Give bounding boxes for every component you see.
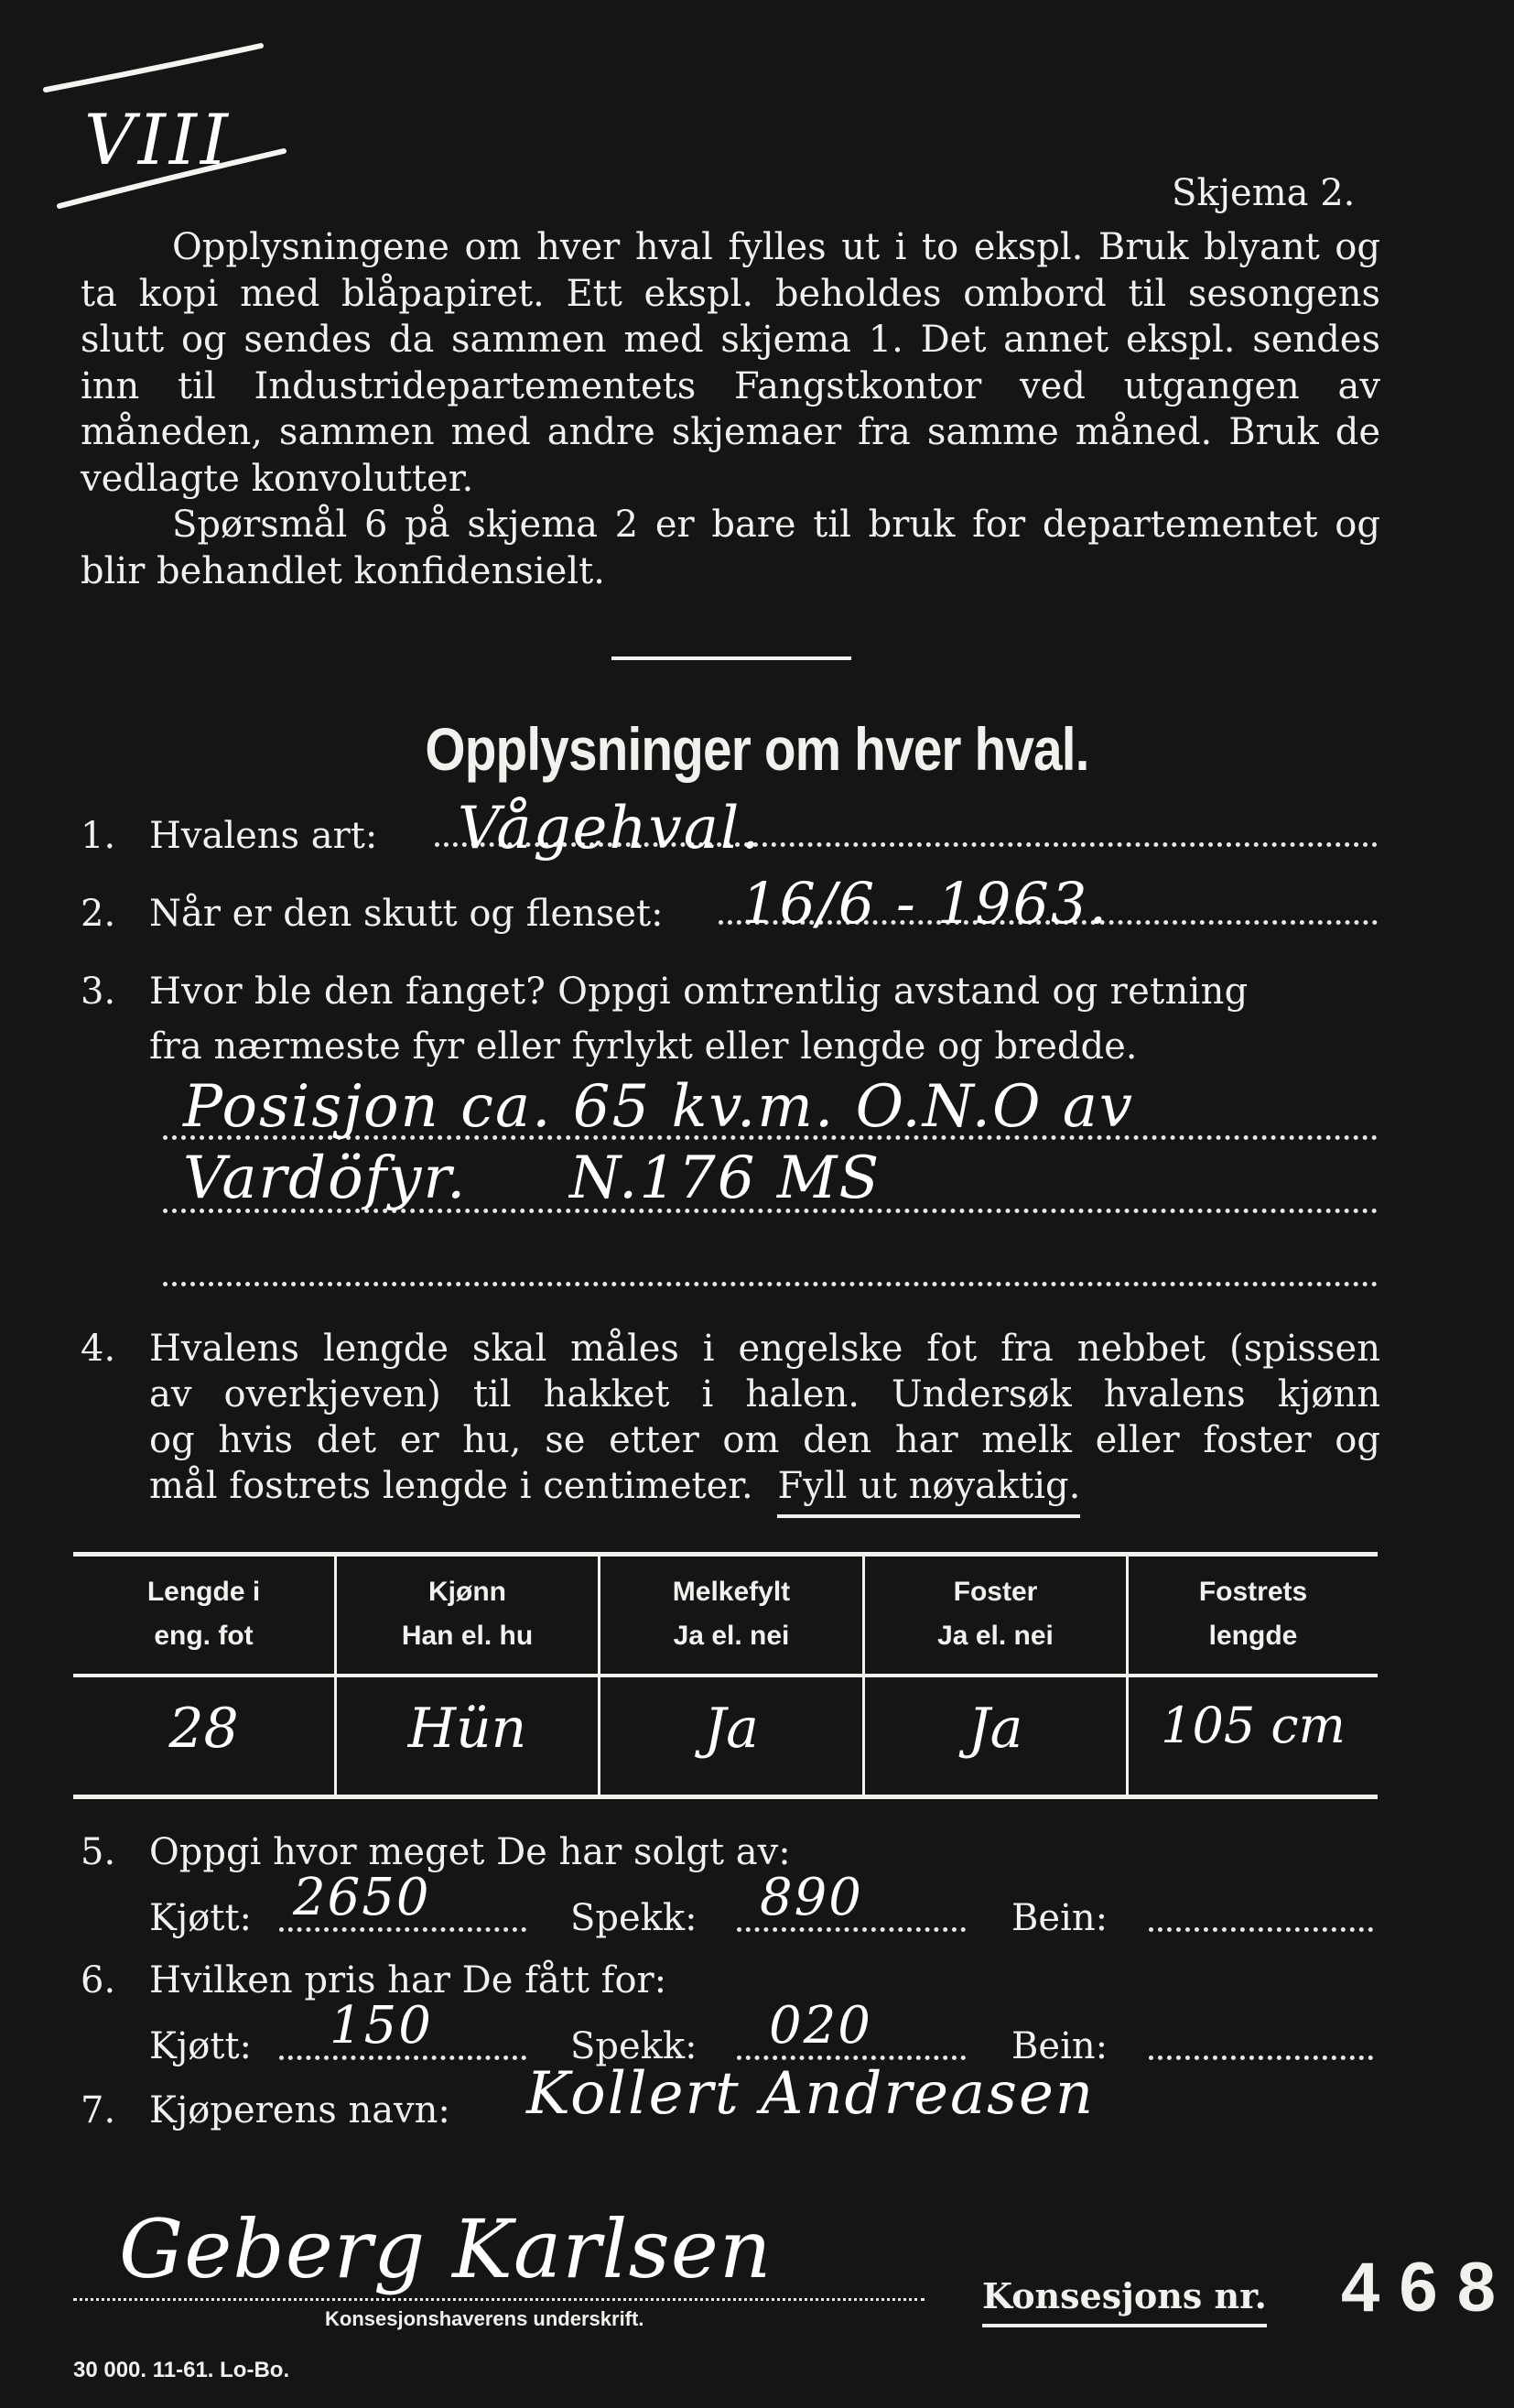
header-text: lengde bbox=[1208, 1621, 1298, 1651]
q5-spekk-line bbox=[737, 1927, 966, 1932]
table-cell-fetus-length[interactable]: 105 cm bbox=[1161, 1697, 1346, 1754]
q6-kjott-value[interactable]: 150 bbox=[330, 1996, 433, 2055]
q1-number: 1. bbox=[81, 815, 116, 857]
q5-bein-label: Bein: bbox=[1011, 1897, 1108, 1939]
q7-label: Kjøperens navn: bbox=[149, 2089, 450, 2131]
table-bottom-rule bbox=[73, 1795, 1378, 1799]
table-header-sex bbox=[337, 1570, 598, 1658]
header-text: Han el. hu bbox=[401, 1621, 534, 1651]
q5-kjott-line bbox=[279, 1927, 526, 1932]
q6-spekk-label: Spekk: bbox=[570, 2025, 698, 2067]
header-text: eng. fot bbox=[154, 1621, 254, 1651]
table-top-rule bbox=[73, 1552, 1378, 1557]
header-text: Ja el. nei bbox=[937, 1621, 1054, 1651]
q6-kjott-label: Kjøtt: bbox=[149, 2025, 252, 2067]
header-text: Lengde i bbox=[146, 1577, 261, 1607]
table-cell-fetus[interactable]: Ja bbox=[968, 1697, 1023, 1761]
q6-bein-line bbox=[1149, 2055, 1373, 2060]
intro-paragraph-2: Spørsmål 6 på skjema 2 er bare til bruk for departementet og blir behandlet konfidensielt. bbox=[81, 504, 1380, 592]
signature-caption: Konsesjonshaverens underskrift. bbox=[325, 2307, 644, 2330]
print-code: 30 000. 11-61. Lo-Bo. bbox=[73, 2358, 290, 2382]
q3-line-1: Hvor ble den fanget? Oppgi omtrentlig avstand og retning bbox=[149, 971, 1249, 1013]
header-text: Kjønn bbox=[428, 1577, 506, 1607]
header-text: Foster bbox=[953, 1577, 1038, 1607]
q3-answer-2[interactable]: Vardöfyr. N.176 MS bbox=[183, 1144, 881, 1212]
table-header-rule bbox=[73, 1674, 1378, 1677]
q5-spekk-label: Spekk: bbox=[570, 1897, 698, 1939]
roman-numeral-mark bbox=[37, 18, 311, 229]
q5-number: 5. bbox=[81, 1831, 116, 1873]
table-header-milk bbox=[600, 1570, 862, 1658]
q5-kjott-value[interactable]: 2650 bbox=[293, 1868, 431, 1927]
q7-answer[interactable]: Kollert Andreasen bbox=[526, 2060, 1096, 2128]
section-divider bbox=[611, 656, 851, 660]
page-title: Opplysninger om hver hval. bbox=[425, 715, 1089, 783]
q5-spekk-value[interactable]: 890 bbox=[760, 1868, 863, 1927]
q1-label: Hvalens art: bbox=[149, 815, 378, 857]
intro-text bbox=[81, 224, 1380, 594]
q4-line-4 bbox=[149, 1465, 1080, 1518]
q5-bein-line bbox=[1149, 1927, 1373, 1932]
q4-number: 4. bbox=[81, 1328, 116, 1370]
q4-line-1: Hvalens lengde skal måles i engelske fot fra nebbet (spissen bbox=[149, 1328, 1380, 1370]
q6-kjott-line bbox=[279, 2055, 526, 2060]
table-cell-length[interactable]: 28 bbox=[168, 1697, 239, 1761]
q6-label: Hvilken pris har De fått for: bbox=[149, 1959, 667, 2001]
whale-data-table bbox=[73, 1552, 1378, 1799]
table-header-fetus bbox=[865, 1570, 1126, 1658]
q3-answer-1[interactable]: Posisjon ca. 65 kv.m. O.N.O av bbox=[183, 1073, 1135, 1141]
table-cell-sex[interactable]: Hün bbox=[407, 1697, 527, 1761]
q4-line-3: og hvis det er hu, se etter om den har melk eller foster og bbox=[149, 1419, 1380, 1461]
q1-answer[interactable]: Vågehval. bbox=[458, 795, 762, 862]
q2-label: Når er den skutt og flenset: bbox=[149, 893, 664, 935]
schema-label: Skjema 2. bbox=[1172, 172, 1356, 214]
q5-label: Oppgi hvor meget De har solgt av: bbox=[149, 1831, 791, 1873]
q4-emphasis: Fyll ut nøyaktig. bbox=[777, 1465, 1080, 1518]
q3-answer-line-3 bbox=[163, 1282, 1378, 1286]
license-label: Konsesjons nr. bbox=[982, 2275, 1267, 2327]
license-number: 4 6 8 bbox=[1341, 2249, 1497, 2327]
q4-line-4-text: mål fostrets lengde i centimeter. bbox=[149, 1465, 753, 1507]
signature-handwriting: Geberg Karlsen bbox=[119, 2202, 773, 2296]
signature-line bbox=[73, 2298, 925, 2301]
table-cell-milk[interactable]: Ja bbox=[704, 1697, 759, 1761]
intro-paragraph-1: Opplysningene om hver hval fylles ut i to ekspl. Bruk blyant og ta kopi med blåpapiret. Ett ekspl. beholdes ombord til sesongens slutt og sendes da sammen med skjema 1. Det annet ekspl. sendes inn til Industridepartementets Fangstkontor ved utgangen av måneden, sammen med andre skjemaer fra samme måned. Bruk de vedlagte konvolutter. bbox=[81, 226, 1380, 500]
q3-number: 3. bbox=[81, 971, 116, 1013]
q3-line-2: fra nærmeste fyr eller fyrlykt eller lengde og bredde. bbox=[149, 1025, 1138, 1068]
q4-line-2: av overkjeven) til hakket i halen. Undersøk hvalens kjønn bbox=[149, 1373, 1380, 1416]
header-text: Melkefylt bbox=[672, 1577, 791, 1607]
header-text: Fostrets bbox=[1198, 1577, 1308, 1607]
q6-spekk-value[interactable]: 020 bbox=[769, 1996, 872, 2055]
table-header-length bbox=[73, 1570, 334, 1658]
roman-numeral-text: VIII bbox=[84, 99, 232, 180]
table-header-fetus-length bbox=[1129, 1570, 1378, 1658]
q6-bein-label: Bein: bbox=[1011, 2025, 1108, 2067]
q2-answer[interactable]: 16/6 - 1963. bbox=[741, 870, 1109, 937]
q5-kjott-label: Kjøtt: bbox=[149, 1897, 252, 1939]
q7-number: 7. bbox=[81, 2089, 116, 2131]
q2-number: 2. bbox=[81, 893, 116, 935]
q6-number: 6. bbox=[81, 1959, 116, 2001]
header-text: Ja el. nei bbox=[673, 1621, 790, 1651]
